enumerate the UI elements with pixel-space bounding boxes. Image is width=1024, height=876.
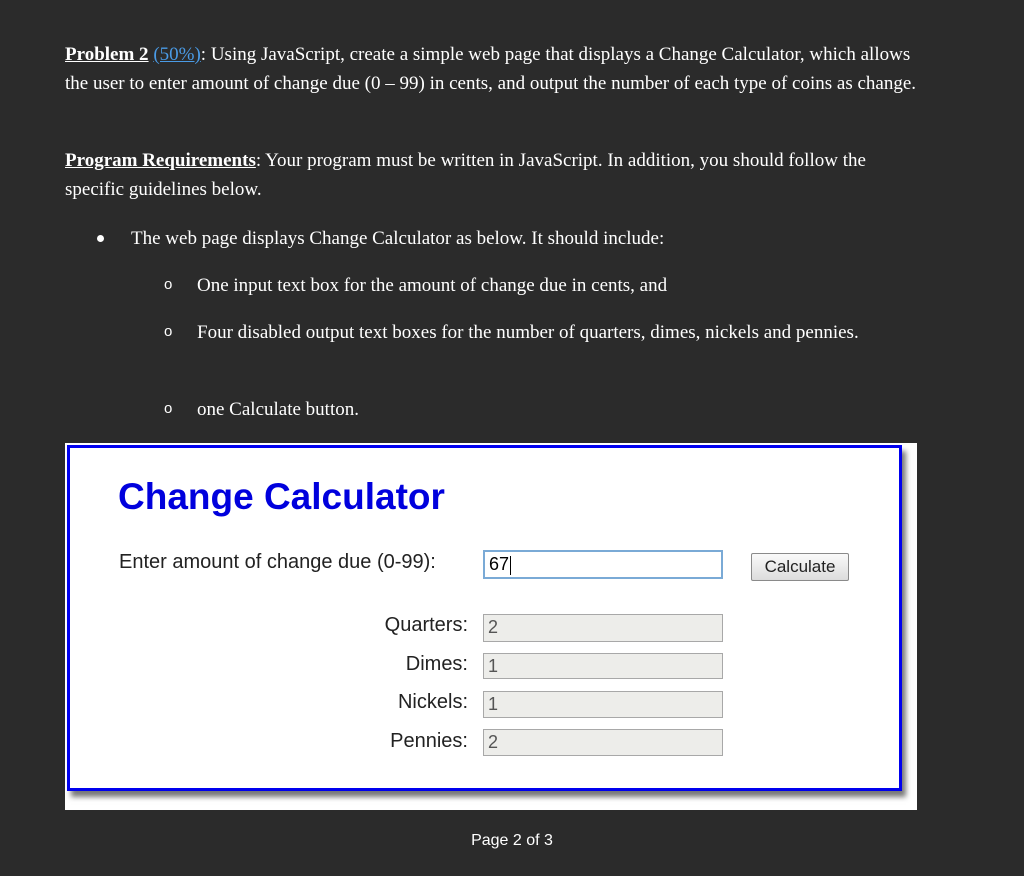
sub-bullet-icon: o: [164, 276, 173, 293]
bullet-dot-icon: [97, 235, 104, 242]
sub-bullet-icon: o: [164, 323, 173, 340]
nickels-output[interactable]: 1: [483, 691, 723, 718]
text-caret: [510, 556, 511, 575]
problem-percent-link[interactable]: (50%): [153, 44, 201, 65]
calculate-button[interactable]: Calculate: [751, 553, 849, 581]
sub-item-input: One input text box for the amount of change due in cents, and: [197, 275, 668, 296]
bullet-text: The web page displays Change Calculator as below. It should include:: [131, 228, 665, 249]
problem-paragraph: [65, 40, 925, 98]
pennies-output[interactable]: 2: [483, 729, 723, 756]
requirements-label: Program Requirements: [65, 150, 256, 171]
sub-item-button: one Calculate button.: [197, 399, 359, 420]
problem-label: Problem 2: [65, 44, 149, 65]
nickels-label: Nickels:: [397, 691, 468, 713]
calculator-frame: [67, 445, 902, 791]
change-due-input[interactable]: [483, 550, 723, 579]
dimes-label: Dimes:: [405, 653, 468, 675]
quarters-label: Quarters:: [384, 614, 468, 636]
requirements-text: : Your program must be written in JavaScript. In addition, you should follow the specific guidelines below.: [65, 150, 866, 200]
page-number: Page 2 of 3: [471, 832, 553, 849]
calculator-screenshot: [65, 443, 917, 810]
problem-text: : Using JavaScript, create a simple web page that displays a Change Calculator, which allows the user to enter amount of change due (0 – 99) in cents, and output the number of each type of coins as change.: [65, 44, 917, 94]
sub-item-outputs: Four disabled output text boxes for the number of quarters, dimes, nickels and pennies.: [197, 322, 859, 343]
change-due-label: Enter amount of change due (0-99):: [119, 551, 436, 573]
dimes-output[interactable]: 1: [483, 653, 723, 679]
requirements-paragraph: [65, 146, 925, 204]
sub-bullet-icon: o: [164, 400, 173, 417]
pennies-label: Pennies:: [390, 730, 468, 752]
quarters-output[interactable]: 2: [483, 614, 723, 642]
calculator-title: Change Calculator: [118, 476, 445, 517]
change-due-value: 67: [489, 554, 510, 574]
